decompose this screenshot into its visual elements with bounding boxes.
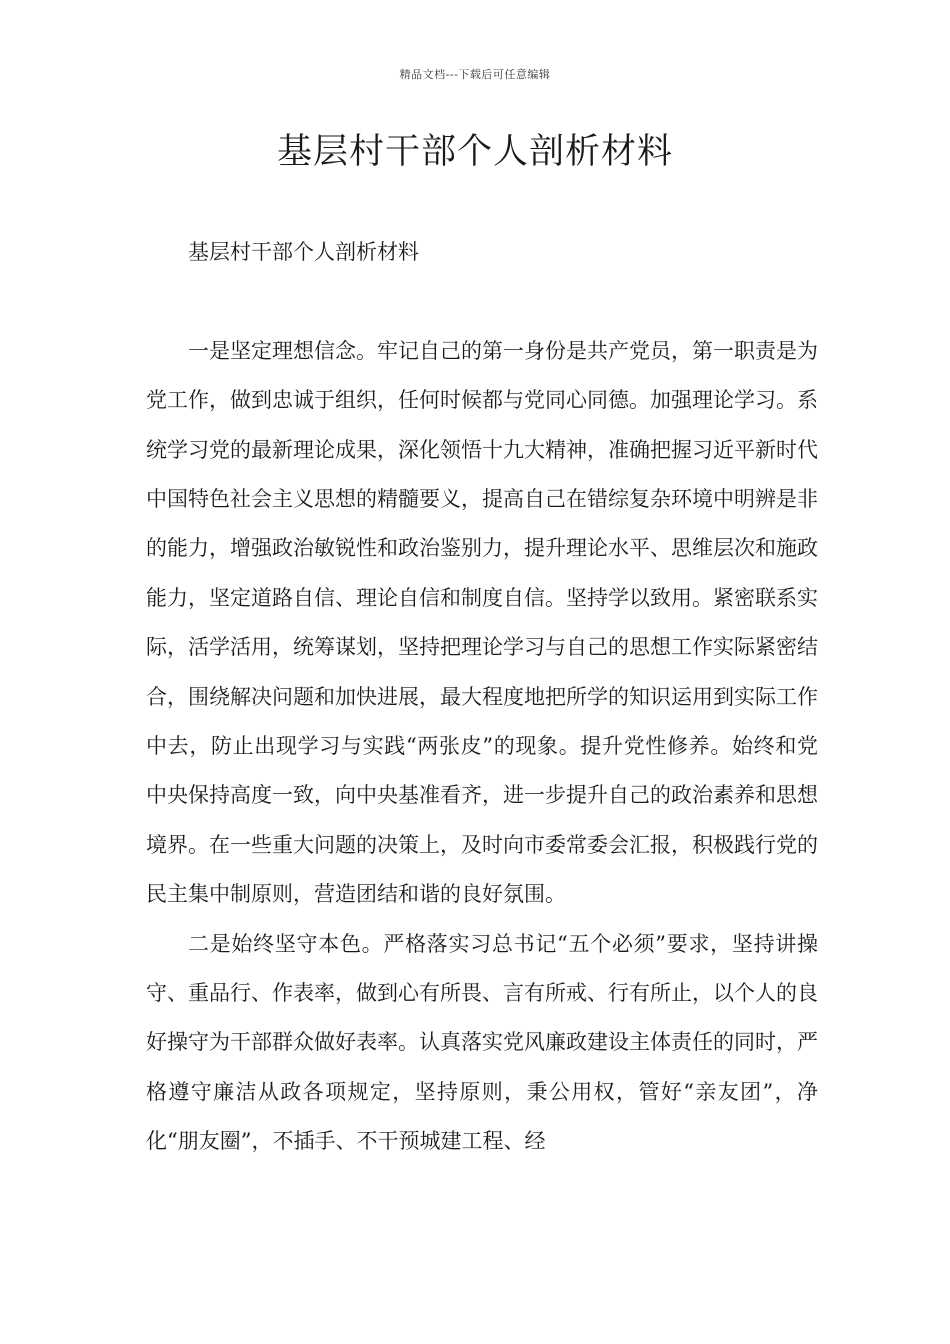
paragraph-1: 一是坚定理想信念。牢记自己的第一身份是共产党员，第一职责是为党工作，做到忠诚于组织，任何时候都与党同心同德。加强理论学习。系统学习党的最新理论成果，深化领悟十九大精神，准确把握习近平新时代中国特色社会主义思想的精髓要义，提高自己在错综复杂环境中明辨是非的能力，增强政治敏锐性和政治鉴别力，提升理论水平、思维层次和施政能力，坚定道路自信、理论自信和制度自信。坚持学以致用。紧密联系实际，活学活用，统筹谋划，坚持把理论学习与自己的思想工作实际紧密结合，围绕解决问题和加快进展，最大程度地把所学的知识运用到实际工作中去，防止出现学习与实践“两张皮”的现象。提升党性修养。始终和党中央保持高度一致，向中央基准看齐，进一步提升自己的政治素养和思想境界。在一些重大问题的决策上，及时向市委常委会汇报，积极践行党的民主集中制原则，营造团结和谐的良好氛围。 (146, 338, 818, 907)
paragraph-2: 二是始终坚守本色。严格落实习总书记“五个必须”要求，坚持讲操守、重品行、作表率，做到心有所畏、言有所戒、行有所止，以个人的良好操守为干部群众做好表率。认真落实党风廉政建设主体责任的同时，严格遵守廉洁从政各项规定，坚持原则，秉公用权，管好“亲友团”，净化“朋友圈”，不插手、不干预城建工程、经 (146, 931, 818, 1154)
document-title: 基层村干部个人剖析材料 (276, 132, 673, 172)
document-subtitle: 基层村干部个人剖析材料 (188, 240, 419, 264)
document-body (146, 228, 818, 1167)
header-note: 精品文档---下载后可任意编辑 (399, 68, 551, 81)
